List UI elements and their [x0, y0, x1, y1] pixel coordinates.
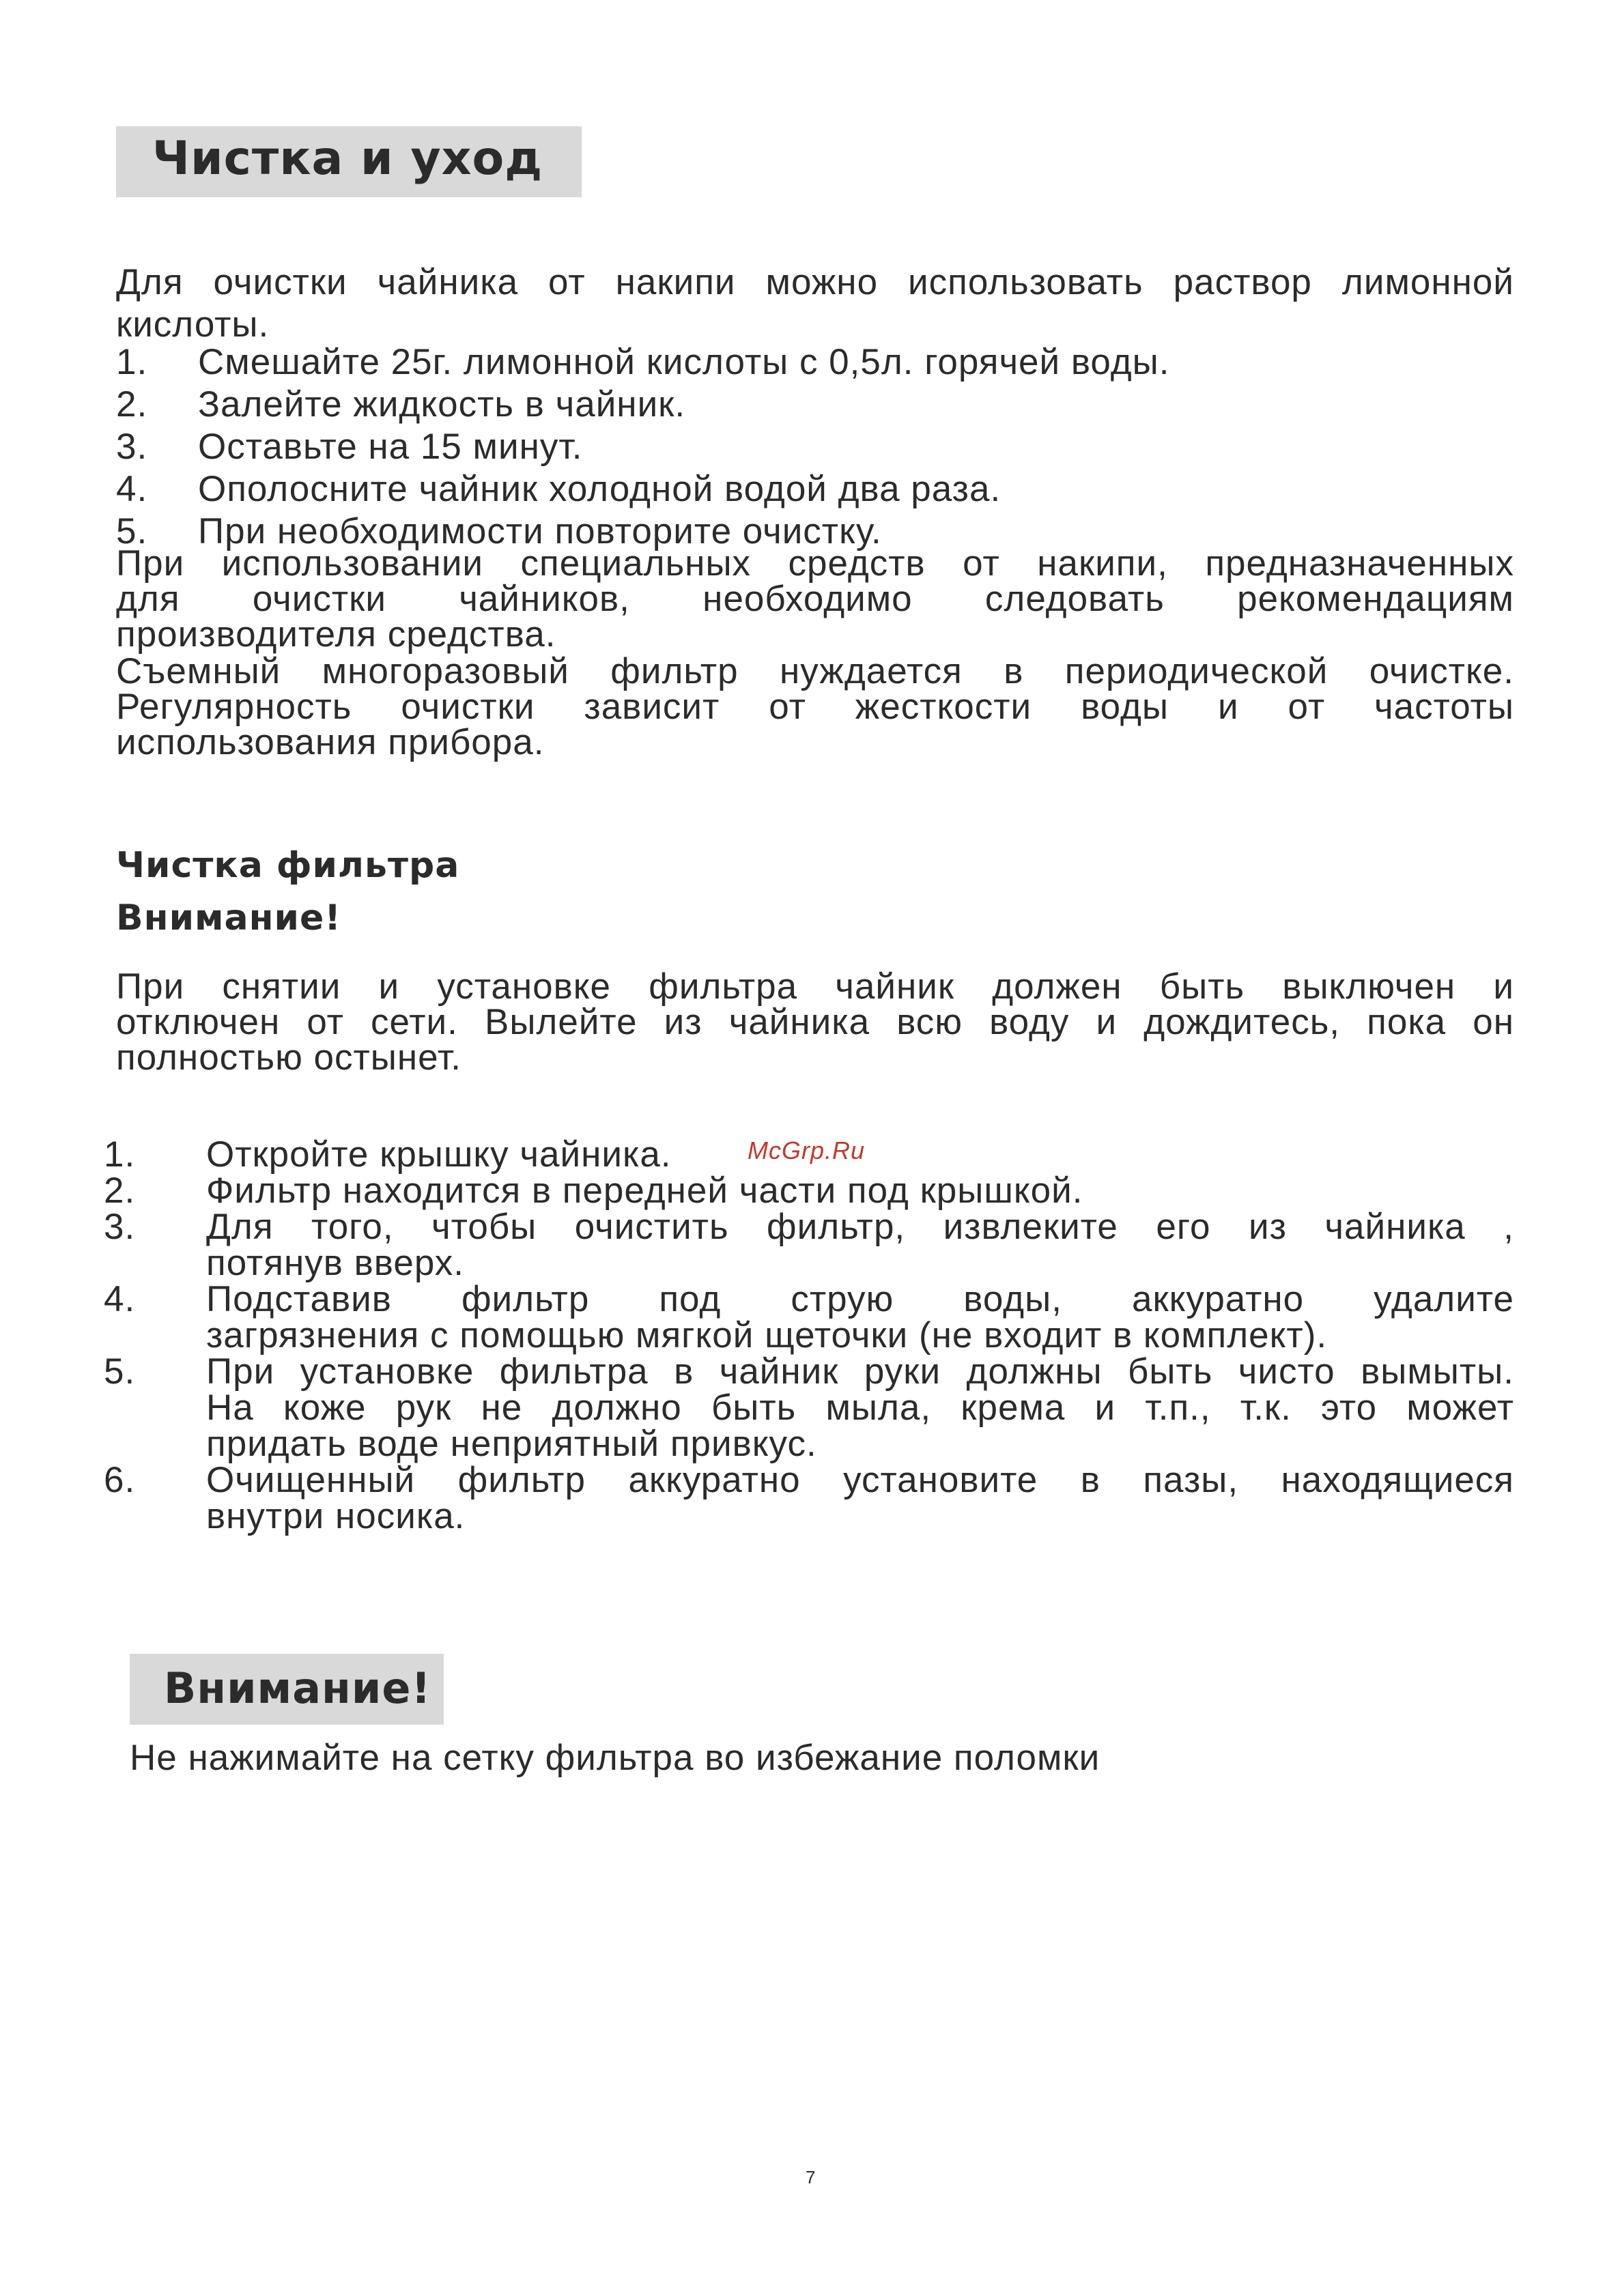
special-agents-paragraph	[116, 543, 1514, 655]
text-line: для очистки чайников, необходимо следовать рекомендациям	[116, 579, 1514, 619]
filter-warning-paragraph	[116, 966, 1514, 1078]
text-line: При использовании специальных средств от накипи, предназначенных	[116, 543, 1514, 584]
list-item: 2. Залейте жидкость в чайник.	[116, 384, 686, 425]
text-line: использования прибора.	[116, 722, 545, 762]
list-item: 3. Для того, чтобы очистить фильтр, извлеките его из чайника , потянув вверх.	[104, 1207, 1514, 1283]
text-line: Регулярность очистки зависит от жесткости воды и от частоты	[116, 687, 1514, 727]
text-line: кислоты.	[116, 304, 270, 345]
section-title-box	[116, 126, 582, 197]
list-item: 5. При установке фильтра в чайник руки должны быть чисто вымыты. На коже рук не должно быть мыла, крема и т.п., т.к. это может придать воде неприятный привкус.	[104, 1351, 1514, 1464]
attention-heading: Внимание!	[164, 1663, 431, 1713]
list-item: 2. Фильтр находится в передней части под крышкой.	[104, 1171, 1083, 1211]
filter-care-paragraph	[116, 651, 1514, 762]
text-line: полностью остынет.	[116, 1037, 461, 1078]
text-line: При снятии и установке фильтра чайник должен быть выключен и	[116, 966, 1514, 1007]
page-number: 7	[806, 2167, 816, 2187]
list-item: 5. При необходимости повторите очистку.	[116, 511, 882, 551]
text-line: Для очистки чайника от накипи можно использовать раствор лимонной	[116, 262, 1514, 302]
text-line: Съемный многоразовый фильтр нуждается в периодической очистке.	[116, 651, 1514, 691]
filter-heading: Чистка фильтра	[116, 845, 460, 886]
filter-attention-heading: Внимание!	[116, 898, 341, 938]
list-item: 1. Откройте крышку чайника.	[104, 1134, 672, 1175]
text-line: производителя средства.	[116, 614, 556, 655]
section-title: Чистка и уход	[152, 132, 543, 186]
list-item: 3. Оставьте на 15 минут.	[116, 427, 583, 467]
attention-text: Не нажимайте на сетку фильтра во избежание поломки	[130, 1738, 1100, 1778]
intro-paragraph	[116, 261, 1514, 346]
descaling-steps	[116, 341, 1514, 553]
list-item: 1. Смешайте 25г. лимонной кислоты с 0,5л. горячей воды.	[116, 342, 1170, 382]
filter-steps-list	[104, 1136, 1514, 1534]
attention-box	[130, 1654, 444, 1725]
list-item: 6. Очищенный фильтр аккуратно установите в пазы, находящиеся внутри носика.	[104, 1460, 1514, 1536]
watermark-text: McGrp.Ru	[748, 1136, 866, 1164]
list-item: 4. Подставив фильтр под струю воды, аккуратно удалите загрязнения с помощью мягкой щеточки (не входит в комплект).	[104, 1279, 1514, 1355]
text-line: отключен от сети. Вылейте из чайника всю воду и дождитесь, пока он	[116, 1002, 1514, 1042]
list-item: 4. Ополосните чайник холодной водой два раза.	[116, 469, 1001, 509]
